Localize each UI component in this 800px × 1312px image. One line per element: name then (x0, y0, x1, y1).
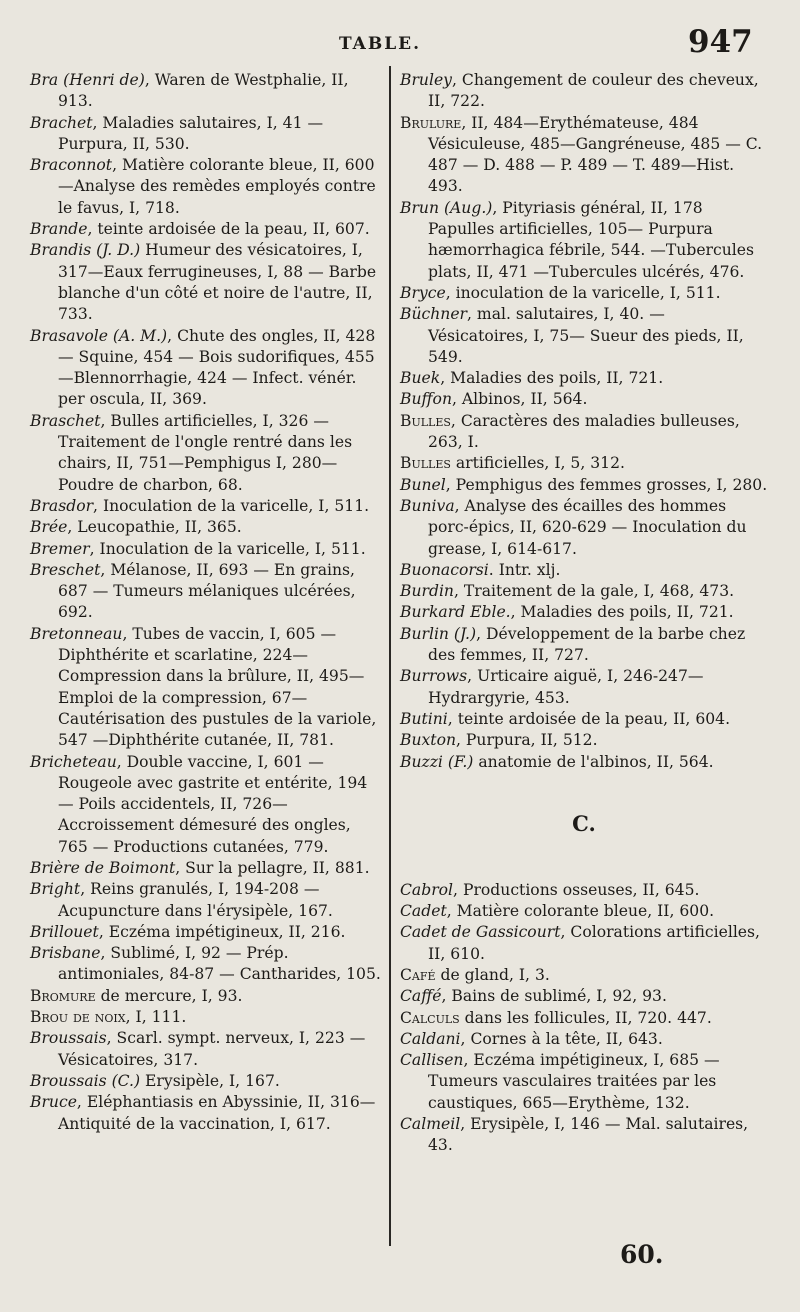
entry-name: Brée (30, 518, 68, 537)
entry-name: Büchner (400, 305, 468, 324)
entry-name: Braschet (30, 411, 101, 430)
index-entry (400, 730, 768, 751)
right-column-c-entries (400, 880, 768, 1157)
index-entry (30, 752, 382, 858)
entry-name: Bruley (400, 71, 452, 89)
entry-name: Bright (30, 880, 81, 899)
entry-name: Bricheteau (30, 752, 117, 771)
entry-text: , Eczéma impétigineux, II, 216. (98, 922, 346, 941)
index-entry (30, 560, 382, 624)
entry-text: , Maladies salutaires, I, 41 — Purpura, II, 530. (58, 113, 324, 153)
index-entry (400, 880, 768, 901)
entry-name: Caffé (400, 987, 442, 1006)
entry-text: , Caractères des maladies bulleuses, 263, I. (428, 411, 740, 452)
index-entry (400, 581, 768, 602)
entry-text: , Urticaire aiguë, I, 246-247— Hydrargyrie, 453. (428, 667, 704, 707)
entry-text: , Colorations artificielles, II, 610. (428, 923, 760, 963)
entry-name: Bryce (400, 283, 446, 302)
index-entry (400, 1050, 768, 1114)
entry-text: , Reins granulés, I, 194-208 — Acupuncture dans l'érysipèle, 167. (58, 880, 333, 920)
index-entry (400, 304, 768, 368)
entry-text: , Inoculation de la varicelle, I, 511. (89, 539, 366, 558)
entry-name: Brun (Aug.) (400, 198, 493, 217)
index-entry (30, 496, 382, 517)
entry-name: Brasdor (30, 496, 94, 515)
entry-name: Brisbane (30, 944, 101, 963)
entry-name: Callisen (400, 1051, 464, 1070)
entry-text: , teinte ardoisée de la peau, II, 604. (447, 709, 731, 728)
entry-text: , Double vaccine, I, 601 — Rougeole avec gastrite et entérite, 194 — Poils accidentels, II, 726—Accroissement démesuré des ongles, 765 — Productions cutanées, 779. (58, 752, 368, 856)
entry-name: Buxton (400, 731, 456, 750)
entry-name: Buonacorsi (400, 560, 489, 579)
page-number: 947 (688, 24, 753, 60)
entry-name: Bromure (30, 986, 96, 1005)
index-entry (30, 219, 382, 240)
entry-text: , Maladies des poils, II, 721. (510, 603, 734, 622)
entry-text: , Sublimé, I, 92 — Prép. antimoniales, 84-87 — Cantharides, 105. (58, 944, 381, 984)
entry-text: , Erysipèle, I, 146 — Mal. salutaires, 43. (428, 1115, 749, 1155)
entry-name: Burdin (400, 582, 454, 601)
entry-name: Bulles (400, 454, 451, 473)
index-entry (400, 368, 768, 389)
index-entry (400, 560, 768, 581)
right-column-b-entries (400, 70, 768, 773)
entry-name: Braconnot (30, 156, 113, 175)
entry-name: Cadet de Gassicourt (400, 923, 561, 942)
entry-text: , Albinos, II, 564. (451, 390, 588, 409)
index-entry (400, 475, 768, 496)
entry-name: Bremer (30, 539, 90, 558)
entry-name: Brande (30, 220, 88, 239)
entry-text: de mercure, I, 93. (95, 986, 243, 1005)
index-entry (400, 901, 768, 922)
index-entry (400, 496, 768, 560)
index-entry (400, 70, 768, 113)
entry-text: Humeur des vésicatoires, I, 317—Eaux ferrugineuses, I, 88 — Barbe blanche d'un côté et noire de l'autre, II, 733. (58, 241, 377, 324)
entry-name: Bretonneau (30, 624, 123, 643)
entry-text: , mal. salutaires, I, 40. — Vésicatoires, I, 75— Sueur des pieds, II, 549. (428, 305, 744, 366)
entry-text: , Mélanose, II, 693 — En grains, 687 — Tumeurs mélaniques ulcérées, 692. (58, 560, 356, 622)
index-entry (30, 517, 382, 538)
entry-text: , Changement de couleur des cheveux, II, 722. (428, 71, 759, 111)
index-entry (30, 943, 382, 986)
index-entry (400, 1029, 768, 1050)
index-entry (30, 155, 382, 219)
entry-text: , Traitement de la gale, I, 468, 473. (453, 582, 735, 601)
index-entry (30, 326, 382, 411)
index-entry (30, 1028, 382, 1071)
column-divider (389, 66, 391, 1246)
entry-text: , Bulles artificielles, I, 326 — Traitement de l'ongle rentré dans les chairs, II, 751—Pemphigus I, 280—Poudre de charbon, 68. (58, 411, 353, 494)
entry-name: Brandis (J. D.) (30, 241, 141, 260)
entry-name: Bunel (400, 475, 446, 494)
entry-name: Broussais (C.) (30, 1071, 141, 1090)
entry-text: , II, 484—Erythémateuse, 484 Vésiculeuse, 485—Gangréneuse, 485 — C. 487 — D. 488 — P. 489 — T. 489—Hist. 493. (428, 113, 763, 196)
entry-name: Cadet (400, 902, 447, 921)
index-entry (30, 70, 382, 113)
entry-text: , Waren de Westphalie, II, 913. (58, 71, 349, 111)
entry-name: Calculs (400, 1008, 460, 1027)
entry-text: , inoculation de la varicelle, I, 511. (445, 283, 721, 302)
entry-name: Bruce (30, 1093, 77, 1112)
entry-name: Buniva (400, 496, 455, 515)
index-entry (400, 624, 768, 667)
index-entry (400, 709, 768, 730)
index-entry (400, 198, 768, 283)
entry-text: . Intr. xlj. (488, 560, 561, 579)
index-entry (30, 879, 382, 922)
right-column (400, 70, 768, 1157)
entry-name: Burlin (J.) (400, 624, 477, 643)
entry-text: , Leucopathie, II, 365. (67, 518, 242, 537)
entry-name: Caldani (400, 1029, 461, 1048)
entry-text: , Tubes de vaccin, I, 605 — Diphthérite et scarlatine, 224—Compression dans la brûlure, II, 495—Emploi de la compression, 67—Cautérisation des pustules de la variole, 547 —Diphthérite cutanée, II, 781. (58, 624, 377, 750)
entry-name: Brulure (400, 113, 462, 132)
running-title: TABLE. (338, 34, 422, 54)
index-entry (30, 624, 382, 752)
entry-text: , Sur la pellagre, II, 881. (175, 858, 370, 877)
entry-name: Burrows (400, 667, 468, 686)
entry-text: , Matière colorante bleue, II, 600. (446, 902, 715, 921)
entry-text: dans les follicules, II, 720. 447. (459, 1008, 712, 1027)
entry-text: , Pemphigus des femmes grosses, I, 280. (445, 475, 768, 494)
entry-name: Buffon (400, 390, 452, 409)
index-entry (400, 283, 768, 304)
index-entry (400, 411, 768, 454)
index-entry (400, 922, 768, 965)
entry-name: Brillouet (30, 922, 99, 941)
entry-name: Breschet (30, 560, 101, 579)
entry-text: , Maladies des poils, II, 721. (440, 369, 664, 388)
entry-text: de gland, I, 3. (435, 965, 550, 984)
index-entry (30, 1092, 382, 1135)
entry-name: Buzzi (F.) (400, 752, 474, 771)
index-entry (30, 986, 382, 1007)
entry-text: , Chute des ongles, II, 428 — Squine, 454 — Bois sudorifiques, 455—Blennorrhagie, 424 — Infect. vénér. per oscula, II, 369. (58, 326, 376, 409)
entry-name: Brachet (30, 113, 93, 132)
index-entry (30, 922, 382, 943)
entry-text: , Purpura, II, 512. (456, 731, 598, 750)
entry-text: , teinte ardoisée de la peau, II, 607. (87, 220, 370, 239)
index-entry (400, 1114, 768, 1157)
entry-name: Buek (400, 369, 441, 388)
entry-text: , Inoculation de la varicelle, I, 511. (93, 496, 370, 515)
entry-text: , Cornes à la tête, II, 643. (460, 1029, 663, 1048)
entry-text: , Bains de sublimé, I, 92, 93. (441, 987, 667, 1006)
entry-name: Brière de Boimont (30, 858, 176, 877)
left-column (30, 70, 382, 1135)
index-entry (30, 539, 382, 560)
index-entry (30, 858, 382, 879)
index-entry (400, 965, 768, 986)
index-entry (400, 453, 768, 474)
index-entry (30, 1071, 382, 1092)
entry-text: artificielles, I, 5, 312. (450, 454, 625, 473)
entry-name: Bulles (400, 411, 451, 430)
entry-name: Calmeil (400, 1115, 461, 1134)
entry-text: , I, 111. (125, 1008, 187, 1027)
entry-text: , Analyse des écailles des hommes porc-épics, II, 620-629 — Inoculation du grease, I, 614-617. (428, 496, 747, 558)
index-entry (400, 389, 768, 410)
index-entry (400, 666, 768, 709)
index-entry (30, 1007, 382, 1028)
index-entry (400, 986, 768, 1007)
index-entry (400, 1008, 768, 1029)
entry-text: , Eczéma impétigineux, I, 685 —Tumeurs vasculaires traitées par les caustiques, 665—Erythème, 132. (428, 1051, 720, 1112)
entry-name: Brou de noix (30, 1008, 126, 1027)
entry-text: , Matière colorante bleue, II, 600—Analyse des remèdes employés contre le favus, I, 718. (58, 156, 376, 217)
index-entry (400, 752, 768, 773)
entry-name: Bra (Henri de) (30, 71, 145, 89)
entry-name: Café (400, 965, 436, 984)
entry-name: Burkard Eble. (400, 603, 511, 622)
index-entry (30, 113, 382, 156)
entry-text: , Développement de la barbe chez des femmes, II, 727. (428, 624, 746, 665)
index-entry (30, 240, 382, 325)
entry-text: , Scarl. sympt. nerveux, I, 223 —Vésicatoires, 317. (58, 1029, 366, 1069)
index-entry (400, 113, 768, 198)
entry-text: , Pityriasis général, II, 178 Papulles artificielles, 105— Purpura hæmorrhagica fébrile, 544. —Tubercules plats, II, 471 —Tubercules ulcérés, 476. (428, 198, 755, 281)
entry-text: anatomie de l'albinos, II, 564. (473, 752, 714, 771)
index-entry (400, 602, 768, 623)
entry-name: Butini (400, 709, 448, 728)
section-letter: C. (572, 810, 596, 836)
entry-text: , Productions osseuses, II, 645. (453, 880, 700, 899)
index-entry (30, 411, 382, 496)
entry-name: Brasavole (A. M.) (30, 326, 168, 345)
entry-name: Broussais (30, 1029, 107, 1048)
entry-text: Erysipèle, I, 167. (140, 1071, 280, 1090)
signature-mark: 60. (620, 1240, 664, 1269)
entry-text: , Eléphantiasis en Abyssinie, II, 316—Antiquité de la vaccination, I, 617. (58, 1093, 376, 1133)
entry-name: Cabrol (400, 880, 454, 899)
